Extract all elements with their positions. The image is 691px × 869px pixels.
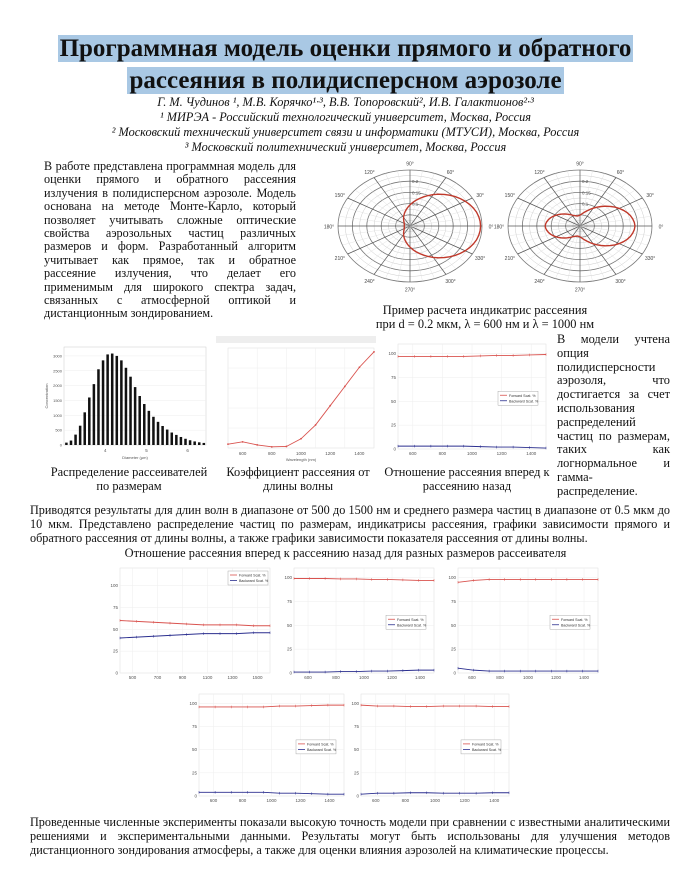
histogram-bar — [175, 435, 178, 445]
toolbar-strip — [216, 336, 376, 343]
affiliation-2: ² Московский технический университет связи и информатики (МТУСИ), Москва, Россия — [111, 125, 580, 139]
polar-angle-label: 60° — [616, 169, 625, 176]
y-tick-label: 50 — [353, 747, 359, 753]
x-axis-label: Diameter (µm) — [122, 455, 148, 460]
y-tick-label: 1500 — [53, 397, 62, 403]
polar-caption-line-1: Пример расчета индикатрис рассеяния — [382, 303, 588, 317]
x-tick-label: 600 — [238, 451, 247, 456]
ratio-caption: Отношение рассеяния вперед к рассеянию назад — [384, 465, 550, 493]
legend-label: Forward Scat. % — [307, 742, 334, 747]
x-tick-label: 900 — [178, 675, 187, 680]
legend-label: Backward Scat. % — [307, 747, 337, 752]
x-tick-label: 4 — [103, 448, 107, 453]
y-tick-label: 75 — [353, 723, 359, 729]
x-tick-label: 1200 — [496, 451, 507, 456]
histogram-bar — [161, 426, 164, 445]
polar-angle-label: 30° — [646, 193, 654, 199]
histogram-bar — [134, 387, 137, 445]
polar-angle-label: 120° — [364, 169, 375, 176]
histogram-bar — [143, 404, 146, 445]
grid-title: Отношение рассеяния вперед к рассеянию назад для разных размеров рассеивателя — [124, 546, 567, 560]
x-tick-label: 1400 — [526, 451, 537, 456]
x-tick-label: 800 — [496, 675, 504, 680]
ratio-chart-1 — [104, 562, 274, 687]
x-tick-label: 800 — [268, 451, 276, 456]
x-tick-label: 1200 — [295, 798, 306, 803]
y-tick-label: 0 — [393, 446, 396, 452]
y-tick-label: 100 — [388, 351, 396, 357]
y-tick-label: 100 — [189, 700, 197, 706]
histogram-bar — [125, 368, 128, 445]
legend-label: Backward Scat. % — [397, 623, 427, 628]
x-tick-label: 800 — [238, 798, 247, 803]
polar-radial-label: 0.2 — [582, 179, 589, 185]
legend-label: Backward Scat. % — [509, 399, 539, 404]
y-tick-label: 25 — [353, 770, 359, 776]
x-tick-label: 700 — [153, 675, 162, 680]
y-tick-label: 0 — [194, 793, 197, 799]
y-tick-label: 50 — [191, 747, 197, 753]
polar-angle-label: 210° — [504, 256, 516, 262]
data-point — [286, 446, 288, 448]
histogram-bar — [157, 422, 160, 445]
histogram-bar — [171, 433, 174, 445]
x-axis-label: Wavelength (nm) — [285, 457, 317, 462]
histogram-bar — [148, 411, 151, 445]
y-tick-label: 75 — [450, 598, 456, 604]
y-tick-label: 50 — [112, 626, 118, 632]
x-tick-label: 1400 — [324, 798, 335, 803]
polar-angle-label: 180° — [323, 224, 335, 231]
x-tick-label: 1400 — [578, 675, 590, 680]
y-tick-label: 500 — [55, 427, 62, 433]
polar-angle-label: 0° — [488, 224, 494, 231]
x-tick-label: 600 — [209, 798, 218, 803]
histogram-bar — [79, 426, 82, 445]
histogram-bar — [120, 360, 123, 445]
polar-radial-label: 0.1 — [582, 201, 589, 207]
x-tick-label: 600 — [468, 675, 476, 680]
histogram-bar — [111, 354, 114, 445]
y-tick-label: 100 — [351, 700, 359, 706]
intro-paragraph: В работе представлена программная модель для оценки прямого и обратного рассеяния излучения в полидисперсном аэрозоле. Модель основана на методе Монте-Карло, который позволяет учитывать сложные оптические свойства аэрозольных частиц различных размеров и форм. Разработанный алгоритм учитывает как прямое, так и обратное рассеяние излучения, что делает его применимым для широкого спектра задач, связанных с атмосферной оптикой и дистанционным зондированием. — [44, 159, 296, 321]
y-tick-label: 3000 — [53, 353, 62, 359]
histogram-bar — [88, 397, 91, 445]
polar-angle-label: 240° — [364, 279, 375, 286]
histogram-bar — [184, 439, 187, 445]
y-tick-label: 25 — [390, 422, 396, 428]
polar-angle-label: 30° — [476, 193, 484, 199]
x-tick-label: 5 — [145, 448, 148, 453]
plot-area — [228, 348, 374, 448]
y-tick-label: 50 — [390, 398, 396, 404]
data-point — [373, 351, 375, 353]
x-tick-label: 1400 — [354, 451, 365, 456]
x-tick-label: 1200 — [325, 451, 336, 456]
poster-title-line-1 — [0, 34, 691, 64]
polar-angle-label: 90° — [576, 161, 584, 168]
y-tick-label: 2000 — [53, 383, 62, 389]
legend-label: Backward Scat. % — [561, 623, 591, 628]
legend-label: Backward Scat. % — [472, 747, 502, 752]
polar-angle-label: 180° — [493, 224, 505, 231]
poster-title-line-2 — [0, 66, 691, 96]
y-axis-label: Concentration — [44, 383, 49, 409]
polar-chart-1000nm — [495, 158, 665, 298]
polar-angle-label: 330° — [644, 256, 656, 262]
histogram-bar — [116, 356, 119, 445]
x-tick-label: 1000 — [295, 451, 307, 456]
size-distribution-histogram — [40, 337, 212, 462]
x-tick-label: 600 — [304, 675, 312, 680]
x-tick-label: 6 — [186, 448, 189, 453]
x-tick-label: 1000 — [429, 798, 441, 803]
polar-caption-line-2: при d = 0.2 мкм, λ = 600 нм и λ = 1000 нм — [375, 317, 595, 331]
histogram-bar — [198, 442, 201, 445]
title-text-1: Программная модель оценки прямого и обратного — [59, 35, 632, 62]
y-tick-label: 100 — [284, 575, 292, 581]
y-tick-label: 0 — [453, 670, 456, 676]
y-tick-label: 25 — [191, 770, 197, 776]
x-tick-label: 1100 — [202, 675, 213, 680]
y-tick-label: 75 — [390, 374, 396, 380]
x-tick-label: 1400 — [414, 675, 426, 680]
histogram-bar — [65, 443, 68, 445]
histogram-bar — [93, 384, 96, 445]
y-tick-label: 25 — [450, 646, 456, 652]
polar-angle-label: 270° — [574, 287, 586, 294]
y-tick-label: 75 — [112, 604, 118, 610]
histogram-bar — [152, 417, 155, 445]
x-tick-label: 800 — [401, 798, 410, 803]
forward-backward-ratio-chart — [382, 338, 550, 463]
histogram-bar — [193, 441, 196, 445]
x-tick-label: 1000 — [358, 675, 370, 680]
y-tick-label: 75 — [191, 723, 197, 729]
histogram-bar — [138, 396, 141, 445]
y-tick-label: 0 — [115, 670, 118, 676]
data-point — [271, 446, 273, 448]
legend-label: Forward Scat. % — [509, 393, 536, 398]
x-tick-label: 1000 — [266, 798, 277, 803]
title-text-2: рассеяния в полидисперсном аэрозоле — [129, 67, 562, 94]
histogram-caption: Распределение рассеивателей по размерам — [50, 465, 208, 493]
authors: Г. М. Чудинов ¹, М.В. Корячко¹·³, В.В. Топоровский², И.В. Галактионов²·³ — [157, 95, 534, 109]
x-tick-label: 800 — [332, 675, 340, 680]
x-tick-label: 500 — [128, 675, 137, 680]
polar-angle-label: 240° — [534, 279, 545, 286]
legend-label: Forward Scat. % — [397, 617, 424, 622]
data-point — [227, 443, 229, 445]
polar-angle-label: 120° — [534, 169, 545, 176]
data-point — [315, 424, 317, 426]
y-tick-label: 100 — [448, 575, 456, 581]
y-tick-label: 0 — [356, 793, 359, 799]
y-tick-label: 50 — [450, 622, 456, 628]
legend-label: Forward Scat. % — [239, 573, 266, 578]
data-point — [256, 444, 258, 446]
polar-radial-label: 0.1 — [412, 201, 419, 207]
histogram-bar — [189, 440, 192, 445]
histogram-bar — [203, 443, 206, 445]
legend-label: Forward Scat. % — [561, 617, 588, 622]
histogram-bar — [70, 441, 73, 445]
histogram-bar — [97, 369, 100, 445]
affiliation-1: ¹ МИРЭА - Российский технологический университет, Москва, Россия — [160, 110, 531, 124]
polar-angle-label: 150° — [504, 193, 516, 199]
histogram-bar — [83, 412, 86, 445]
x-tick-label: 1500 — [252, 675, 263, 680]
polar-angle-label: 210° — [334, 256, 346, 262]
polar-radial-label: 0.2 — [412, 179, 419, 185]
polar-angle-label: 150° — [334, 193, 346, 199]
y-tick-label: 25 — [286, 646, 292, 652]
polar-radial-label: 0.15 — [412, 190, 421, 196]
polar-angle-label: 270° — [404, 287, 416, 294]
histogram-bar — [129, 377, 132, 445]
y-tick-label: 0 — [59, 442, 62, 448]
x-tick-label: 1000 — [466, 451, 478, 456]
conclusion-paragraph: Проведенные численные эксперименты показали высокую точность модели при сравнении с известными аналитическими решениями и экспериментальными данными. Результаты могут быть использованы для улучшения методов дистанционного зондирования атмосферы, а также для оценки влияния аэрозолей на климатические процессы. — [30, 815, 670, 857]
x-tick-label: 1400 — [489, 798, 500, 803]
y-tick-label: 100 — [110, 583, 118, 588]
coefficient-caption: Коэффициент рассеяния от длины волны — [226, 465, 370, 493]
polar-angle-label: 90° — [406, 161, 414, 168]
histogram-bar — [180, 437, 183, 445]
data-point — [359, 366, 361, 368]
histogram-bar — [102, 360, 105, 445]
y-tick-label: 25 — [112, 648, 118, 654]
polar-angle-label: 60° — [446, 169, 455, 176]
polar-caption — [340, 303, 630, 331]
polar-angle-label: 300° — [445, 279, 456, 286]
x-tick-label: 600 — [409, 451, 417, 456]
x-tick-label: 1200 — [550, 675, 562, 680]
results-paragraph: Приводятся результаты для длин волн в диапазоне от 500 до 1500 нм и среднего размера частиц в диапазоне от 0.5 мкм до 10 мкм. Представлено распределение частиц по размерам, индикатрисы рассеяния, графики зависимости прямого и обратного рассеяния от длины волны, а также графики зависимости показателя рассеяния от длины волны. — [30, 503, 670, 545]
polar-angle-label: 0° — [658, 224, 664, 231]
x-tick-label: 800 — [438, 451, 447, 456]
ratio-chart-4 — [183, 688, 348, 810]
legend-label: Backward Scat. % — [239, 579, 269, 583]
histogram-bar — [166, 430, 169, 445]
affiliation-3: ³ Московский политехнический университет, Москва, Россия — [184, 140, 507, 154]
x-tick-label: 1300 — [227, 675, 238, 680]
side-paragraph: В модели учтена опция полидисперсности аэрозоля, что достигается за счет использования распределений частиц по размерам, таких как логнормальное и гамма-распределение. — [557, 332, 670, 498]
polar-radial-label: 0.15 — [582, 190, 591, 196]
ratio-chart-3 — [442, 562, 602, 687]
x-tick-label: 1200 — [386, 675, 398, 680]
y-tick-label: 50 — [286, 622, 292, 628]
polar-angle-label: 330° — [474, 256, 486, 262]
data-point — [300, 438, 302, 440]
data-point — [242, 441, 244, 443]
ratio-chart-5 — [345, 688, 513, 810]
polar-angle-label: 300° — [615, 279, 626, 286]
x-tick-label: 1000 — [522, 675, 534, 680]
histogram-bar — [106, 354, 109, 445]
y-tick-label: 0 — [289, 670, 292, 676]
x-tick-label: 1200 — [459, 798, 470, 803]
ratio-chart-2 — [278, 562, 438, 687]
scattering-coefficient-chart — [216, 336, 376, 464]
histogram-bar — [74, 435, 77, 445]
y-tick-label: 75 — [286, 598, 292, 604]
y-tick-label: 1000 — [53, 412, 62, 418]
data-point — [329, 405, 331, 407]
data-point — [344, 386, 346, 388]
legend-label: Forward Scat. % — [472, 742, 499, 747]
polar-chart-600nm — [325, 158, 495, 298]
y-tick-label: 2500 — [53, 368, 62, 374]
x-tick-label: 600 — [372, 798, 380, 803]
